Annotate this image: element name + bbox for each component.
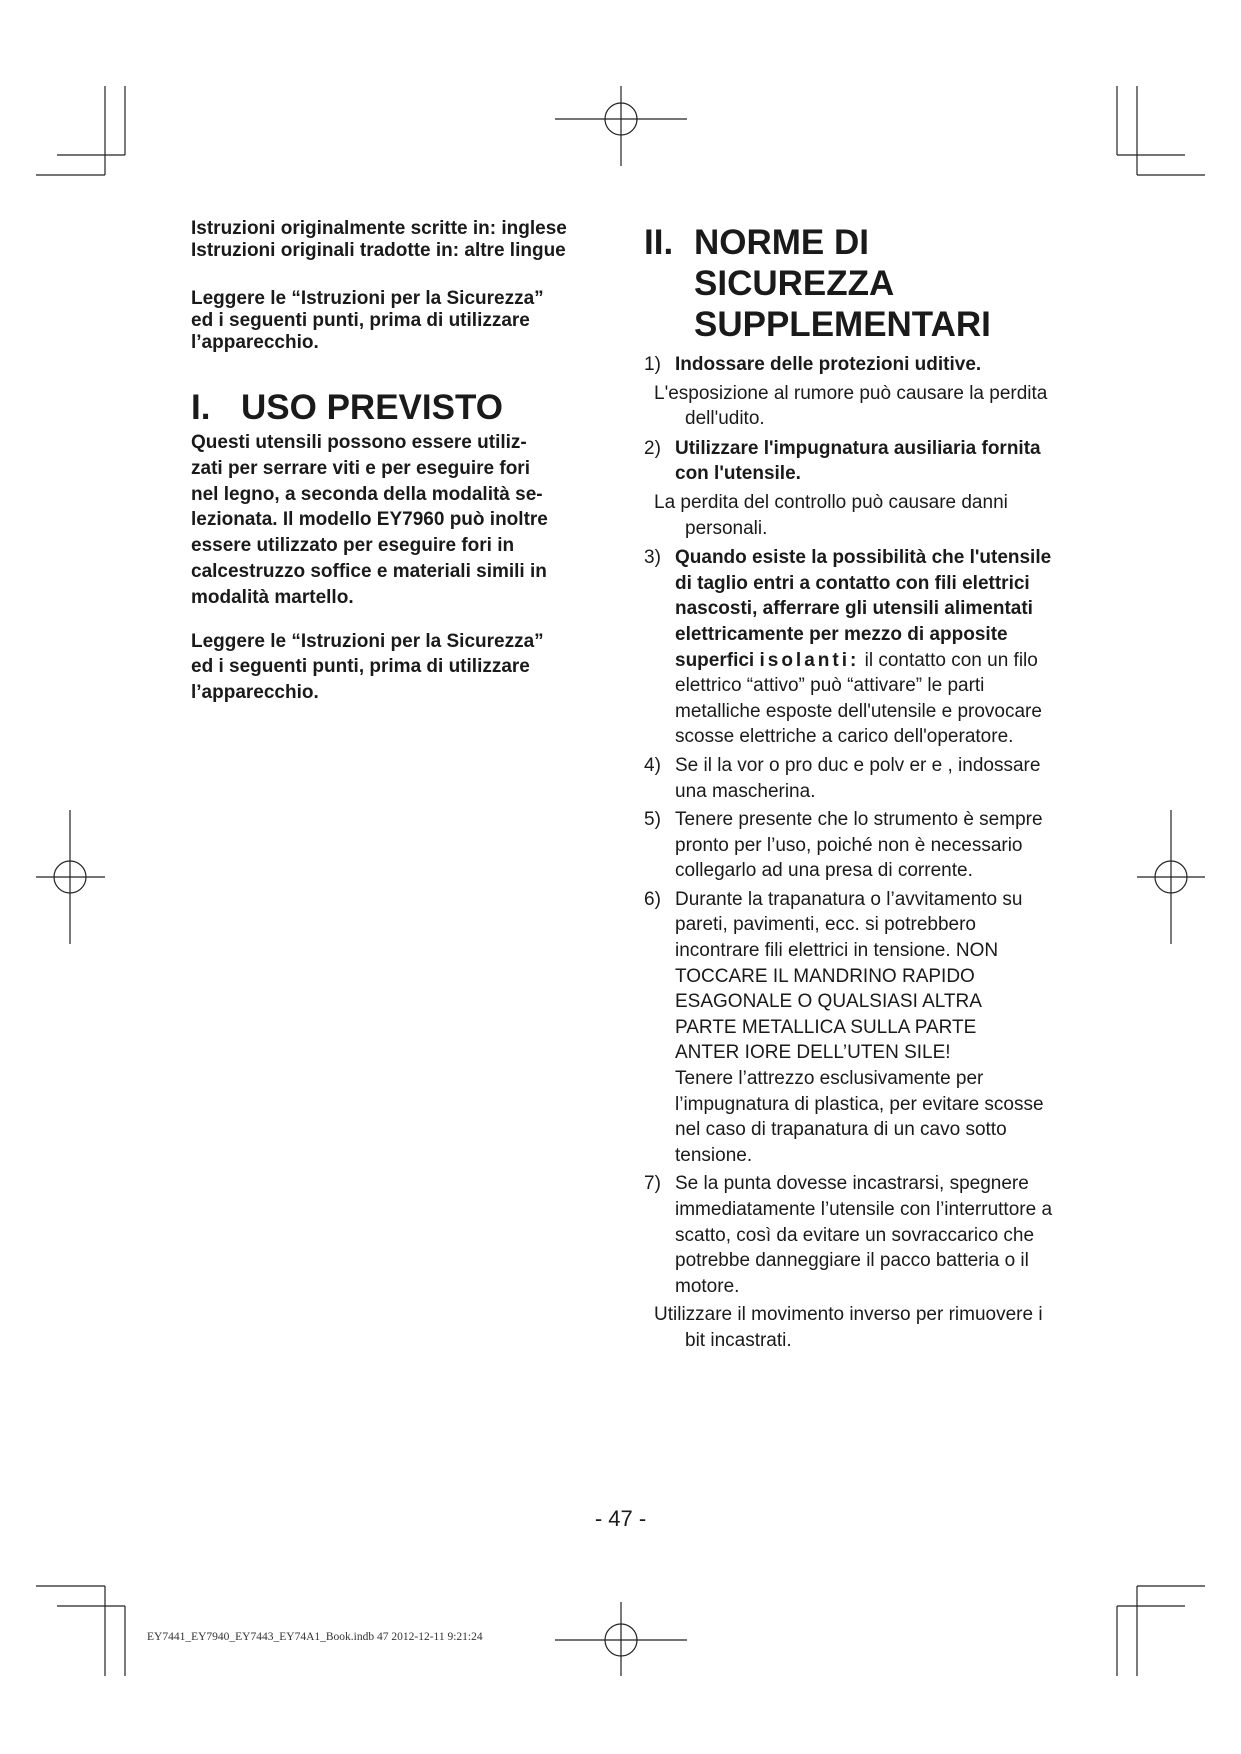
registration-mark-left — [36, 810, 105, 944]
list-item-note: La perdita del controllo può causare danni personali. — [654, 491, 1008, 539]
section-heading-additional-safety-rules: II. NORME DI SICUREZZA SUPPLEMENTARI — [644, 223, 991, 344]
safety-rules-list — [644, 352, 1064, 1354]
page-number: - 47 - — [594, 1506, 647, 1531]
crop-mark-bottom-right — [1117, 1586, 1205, 1676]
registration-mark-bottom — [555, 1602, 687, 1676]
list-item: 6) Durante la trapanatura o l’avvitamento su pareti, pavimenti, ecc. si potrebbero incontrare fili elettrici in tensione. NON TOCCARE IL MANDRINO RAPIDO ESAGONALE O QUALSIASI ALTRA PARTE METALLICA SULLA PARTE ANTER IORE DELL’UTEN SILE! Tenere l’attrezzo esclusivamente per l’impugnatura di plastica, per evitare scosse nel caso di trapanatura di un cavo sotto tensione. — [644, 888, 1044, 1166]
list-item: 4) Se il la vor o pro duc e polv er e , indossare una mascherina. — [644, 754, 1041, 802]
list-item-note: Utilizzare il movimento inverso per rimuovere i bit incastrati. — [654, 1304, 1043, 1351]
left-column — [191, 218, 603, 706]
list-item: 2) Utilizzare l'impugnatura ausiliaria fornita con l'utensile. — [644, 437, 1041, 485]
list-item: 1) Indossare delle protezioni uditive. — [644, 354, 982, 375]
list-item: 3) Quando esiste la possibilità che l'utensile di taglio entri a contatto con fili elettrici nascosti, afferrare gli utensili alimentati elettricamente per mezzo di apposite superfici isolanti: il contatto con un filo elettrico “attivo” può “attivare” le parti metalliche esposte dell'utensile e provocare scosse elettriche a carico dell'operatore. — [644, 547, 1052, 748]
section-heading-intended-use: I. USO PREVISTO — [191, 388, 503, 427]
list-item-note: L'esposizione al rumore può causare la perdita dell'udito. — [654, 382, 1048, 430]
instructions-language-note: Istruzioni originalmente scritte in: inglese Istruzioni originali tradotte in: altre lingue — [191, 218, 567, 261]
registration-mark-right — [1137, 810, 1205, 944]
crop-mark-bottom-left — [36, 1586, 125, 1676]
right-column — [644, 222, 1064, 1358]
registration-mark-top — [555, 86, 687, 166]
crop-mark-top-left — [36, 86, 125, 175]
read-safety-instructions-note: Leggere le “Istruzioni per la Sicurezza” ed i seguenti punti, prima di utilizzare l’apparecchio. — [191, 288, 544, 353]
crop-mark-top-right — [1117, 86, 1205, 175]
list-item: 5) Tenere presente che lo strumento è sempre pronto per l’uso, poiché non è necessario collegarlo ad una presa di corrente. — [644, 809, 1043, 882]
read-safety-instructions-note-2: Leggere le “Istruzioni per la Sicurezza” ed i seguenti punti, prima di utilizzare l’apparecchio. — [191, 630, 544, 704]
print-slug: EY7441_EY7940_EY7443_EY74A1_Book.indb 47 2012-12-11 9:21:24 — [147, 1631, 483, 1643]
list-item: 7) Se la punta dovesse incastrarsi, spegnere immediatamente l’utensile con l’interruttore a scatto, così da evitare un sovraccarico che potrebbe danneggiare il pacco batteria o il motore. — [644, 1173, 1053, 1297]
intended-use-paragraph: Questi utensili possono essere utiliz- zati per serrare viti e per eseguire fori nel legno, a seconda della modalità se- lezionata. Il modello EY7960 può inoltre essere utilizzato per eseguire fori in calcestruzzo soffice e materiali simili in modalità martello. — [191, 432, 548, 608]
